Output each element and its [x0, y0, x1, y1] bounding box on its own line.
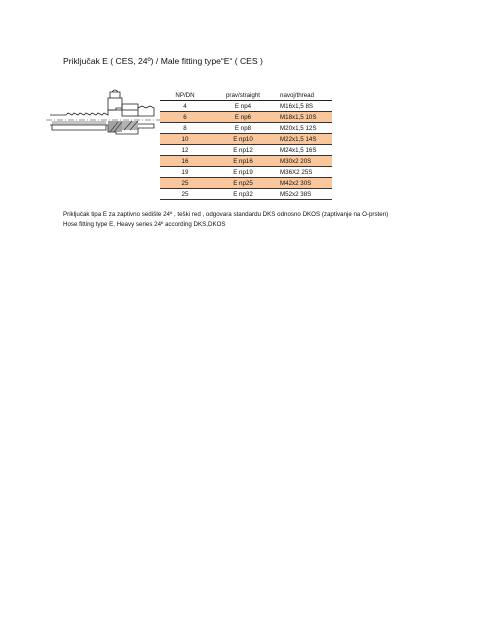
table-row — [160, 123, 332, 134]
fitting-drawing — [44, 88, 162, 148]
cell-straight: E np19 — [210, 167, 276, 178]
cell-straight: E np32 — [210, 189, 276, 200]
header-straight: prav/straight — [210, 90, 276, 101]
cell-straight: E np25 — [210, 178, 276, 189]
cell-straight: E np6 — [210, 112, 276, 123]
description-serbian: Priključak tipa E za zaptivno sedište 24º , teški red , odgovara standardu DKS odnosno DKOS (zaptivanje na O-prsten) — [63, 211, 389, 218]
table-row — [160, 145, 332, 156]
cell-thread: M52x2 38S — [276, 189, 332, 200]
page-title: Priključak E ( CES, 24º) / Male fitting type“E“ ( CES ) — [63, 56, 263, 66]
cell-np: 12 — [160, 145, 210, 156]
cell-np: 25 — [160, 189, 210, 200]
cell-np: 6 — [160, 112, 210, 123]
cell-thread: M22x1,5 14S — [276, 134, 332, 145]
cell-np: 16 — [160, 156, 210, 167]
cell-straight: E np10 — [210, 134, 276, 145]
header-np-dn: NP/DN — [160, 90, 210, 101]
cell-thread: M36X2 25S — [276, 167, 332, 178]
cell-thread: M24x1,5 16S — [276, 145, 332, 156]
table-row — [160, 178, 332, 189]
table-row — [160, 189, 332, 200]
table-row — [160, 112, 332, 123]
cell-straight: E np8 — [210, 123, 276, 134]
table-row — [160, 167, 332, 178]
cell-np: 25 — [160, 178, 210, 189]
header-thread: navoj/thread — [276, 90, 332, 101]
table-header-row — [160, 90, 332, 101]
cell-thread: M20x1,5 12S — [276, 123, 332, 134]
table-row — [160, 101, 332, 112]
cell-thread: M16x1,5 8S — [276, 101, 332, 112]
cell-np: 8 — [160, 123, 210, 134]
cell-straight: E np4 — [210, 101, 276, 112]
cell-thread: M30x2 20S — [276, 156, 332, 167]
cell-thread: M18x1,5 10S — [276, 112, 332, 123]
cell-straight: E np16 — [210, 156, 276, 167]
cell-np: 19 — [160, 167, 210, 178]
table-row — [160, 134, 332, 145]
cell-straight: E np12 — [210, 145, 276, 156]
cell-np: 10 — [160, 134, 210, 145]
description-english: Hose fitting type E, Heavy series 24º according DKS,DKOS — [63, 221, 226, 228]
cell-thread: M42x2 30S — [276, 178, 332, 189]
fitting-spec-table — [160, 90, 332, 200]
table-row — [160, 156, 332, 167]
cell-np: 4 — [160, 101, 210, 112]
